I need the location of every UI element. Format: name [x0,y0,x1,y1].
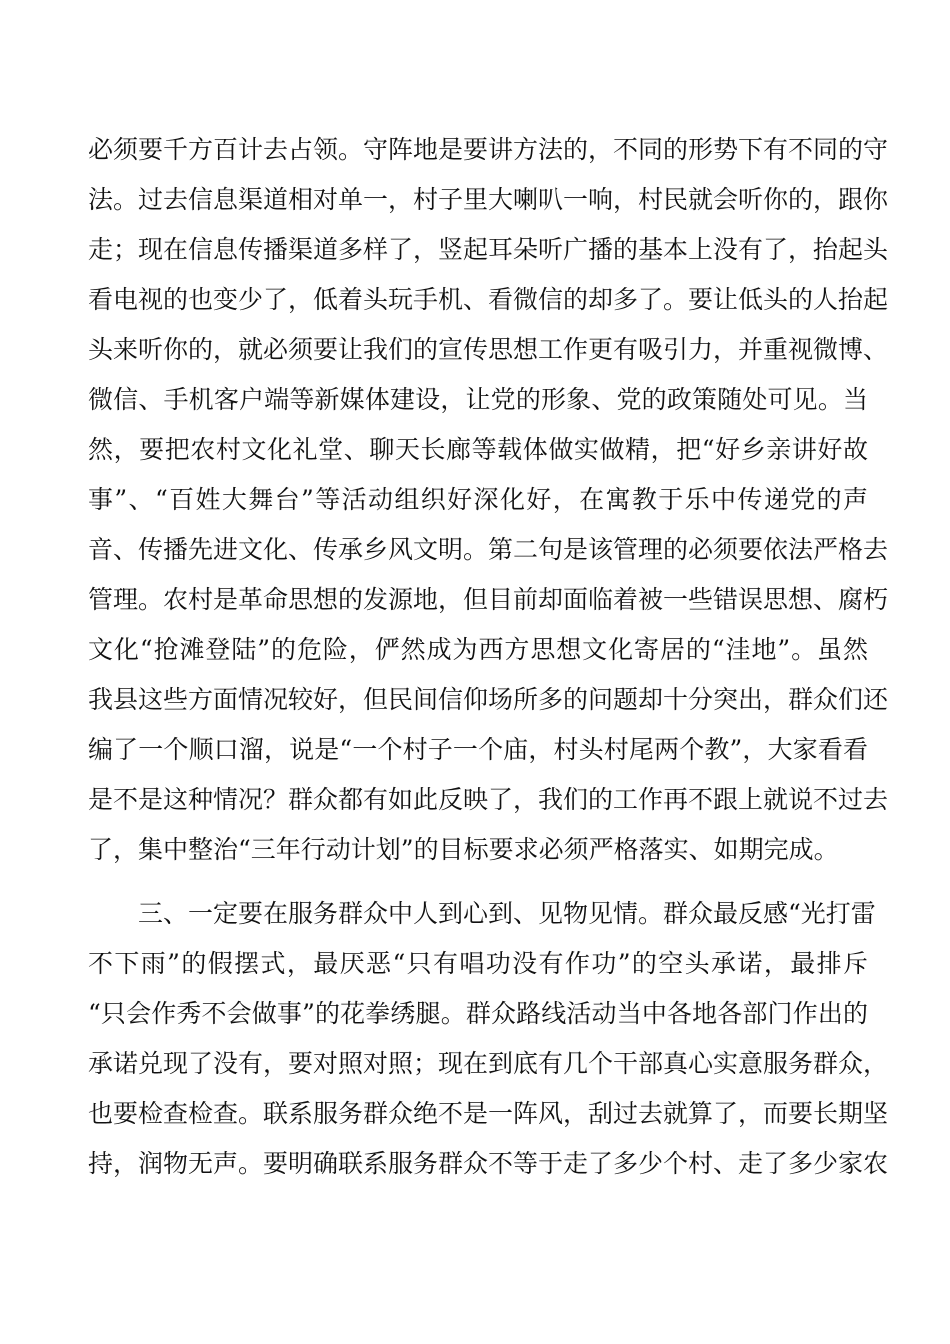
text-line: 了，集中整治“三年行动计划”的目标要求必须严格落实、如期完成。 [88,835,839,864]
text-line: 不下雨”的假摆式，最厌恶“只有唱功没有作功”的空头承诺，最排斥 [88,949,868,978]
text-line: 承诺兑现了没有，要对照对照；现在到底有几个干部真心实意服务群众， [88,1049,889,1078]
text-line: 文化“抢滩登陆”的危险，俨然成为西方思想文化寄居的“洼地”。虽然 [88,635,868,664]
text-line: 三、一定要在服务群众中人到心到、见物见情。群众最反感“光打雷 [138,899,876,928]
text-line: 事”、“百姓大舞台”等活动组织好深化好，在寓教于乐中传递党的声 [88,485,868,514]
text-line: 管理。农村是革命思想的发源地，但目前却面临着被一些错误思想、腐朽 [88,585,889,614]
text-line: 走；现在信息传播渠道多样了，竖起耳朵听广播的基本上没有了，抬起头 [88,235,889,264]
text-line: 编了一个顺口溜，说是“一个村子一个庙，村头村尾两个教”，大家看看 [88,735,868,764]
text-line: 法。过去信息渠道相对单一，村子里大喇叭一响，村民就会听你的，跟你 [88,185,889,214]
text-line: 看电视的也变少了，低着头玩手机、看微信的却多了。要让低头的人抬起 [88,285,889,314]
text-line: “只会作秀不会做事”的花拳绣腿。群众路线活动当中各地各部门作出的 [88,999,868,1028]
paragraph-1 [88,125,889,875]
text-line: 是不是这种情况？群众都有如此反映了，我们的工作再不跟上就说不过去 [88,785,889,814]
text-line: 音、传播先进文化、传承乡风文明。第二句是该管理的必须要依法严格去 [88,535,889,564]
text-line: 必须要千方百计去占领。守阵地是要讲方法的，不同的形势下有不同的守 [88,135,889,164]
text-line: 持，润物无声。要明确联系服务群众不等于走了多少个村、走了多少家农 [88,1149,889,1178]
text-line: 然，要把农村文化礼堂、聊天长廊等载体做实做精，把“好乡亲讲好故 [88,435,868,464]
text-line: 我县这些方面情况较好，但民间信仰场所多的问题却十分突出，群众们还 [88,685,889,714]
document-body [88,125,889,1189]
text-line: 微信、手机客户端等新媒体建设，让党的形象、党的政策随处可见。当 [88,385,868,414]
paragraph-2 [88,889,889,1189]
text-line: 也要检查检查。联系服务群众绝不是一阵风，刮过去就算了，而要长期坚 [88,1099,889,1128]
text-line: 头来听你的，就必须要让我们的宣传思想工作更有吸引力，并重视微博、 [88,335,889,364]
